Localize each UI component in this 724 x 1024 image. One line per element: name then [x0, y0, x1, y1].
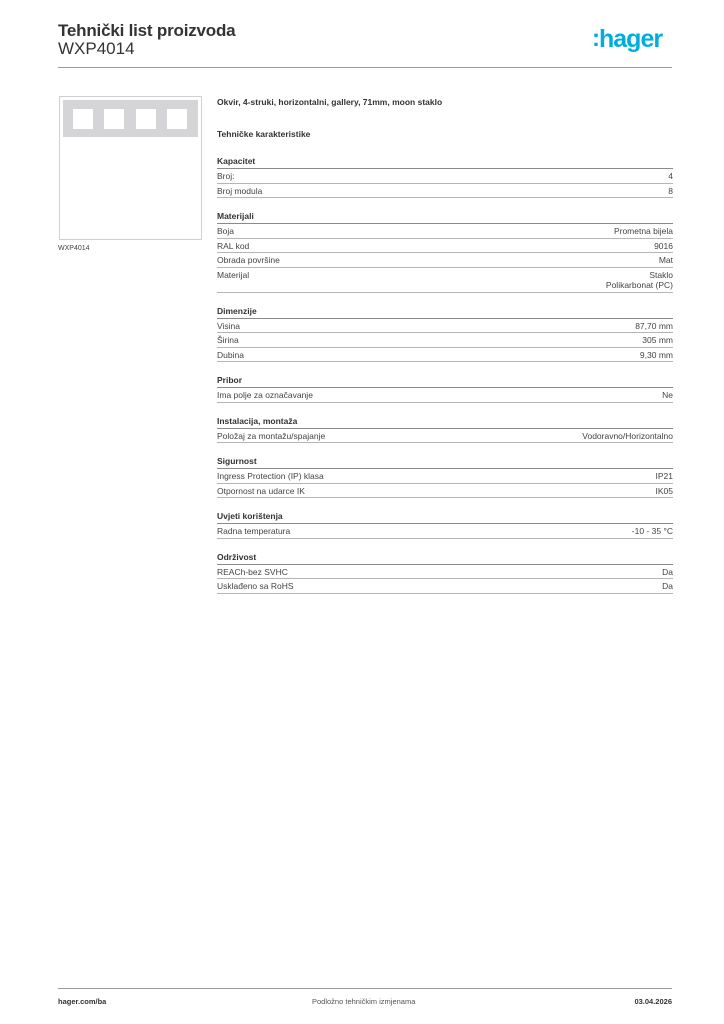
logo-text: hager [599, 25, 663, 53]
section-title: Kapacitet [217, 156, 673, 169]
spec-label: Ima polje za označavanje [217, 390, 313, 400]
product-image [59, 96, 202, 240]
logo-dots: : [592, 25, 599, 52]
spec-row [217, 333, 673, 348]
spec-row [217, 348, 673, 363]
spec-value-line: 87,70 mm [635, 320, 673, 331]
spec-value [614, 226, 673, 237]
spec-label: Radna temperatura [217, 526, 291, 536]
spec-value [606, 270, 673, 291]
spec-row [217, 224, 673, 239]
section-title: Instalacija, montaža [217, 416, 673, 429]
spec-row [217, 429, 673, 444]
spec-value-line: 4 [668, 171, 673, 181]
spec-value [656, 471, 674, 482]
section-title: Dimenzije [217, 306, 673, 319]
spec-value [656, 486, 674, 497]
spec-value-line: Mat [658, 255, 673, 265]
spec-value [662, 567, 673, 578]
spec-value-line: 8 [668, 185, 673, 196]
spec-content [217, 96, 673, 594]
frame-opening [104, 109, 124, 129]
spec-row [217, 268, 673, 293]
spec-value-line: IP21 [655, 471, 673, 481]
spec-value [632, 526, 673, 537]
spec-section [217, 306, 673, 363]
section-title: Materijali [217, 211, 673, 224]
product-description: Okvir, 4-struki, horizontalni, gallery, 71mm, moon staklo [217, 97, 443, 107]
spec-value [659, 255, 673, 266]
spec-label: RAL kod [217, 240, 250, 251]
spec-heading: Tehničke karakteristike [217, 129, 311, 139]
spec-value-line: Ne [662, 390, 673, 400]
spec-section [217, 416, 673, 444]
spec-label: Broj modula [217, 185, 263, 196]
spec-label: Obrada površine [217, 255, 280, 265]
spec-section [217, 552, 673, 594]
spec-value-line: Da [662, 581, 673, 591]
spec-label: Visina [217, 320, 240, 331]
spec-value-line: Prometna bijela [613, 226, 673, 236]
spec-value [582, 431, 673, 442]
spec-section [217, 211, 673, 293]
spec-row [217, 524, 673, 539]
spec-sections [217, 156, 673, 594]
frame-opening [73, 109, 93, 129]
spec-value [662, 390, 673, 401]
spec-row [217, 169, 673, 184]
spec-value-line: 9,30 mm [639, 349, 673, 360]
footer-note: Podložno tehničkim izmjenama [312, 997, 416, 1006]
spec-value-line: 305 mm [642, 335, 673, 345]
spec-row [217, 565, 673, 580]
header-divider [58, 67, 672, 68]
section-title: Sigurnost [217, 456, 673, 469]
spec-value-line: Staklo [649, 269, 673, 280]
spec-value-line: Vodoravno/Horizontalno [582, 430, 673, 441]
footer-website: hager.com/ba [58, 997, 107, 1006]
spec-value [662, 581, 673, 592]
spec-label: Usklađeno sa RoHS [217, 581, 294, 591]
spec-row [217, 388, 673, 403]
section-title: Održivost [217, 552, 673, 565]
spec-row [217, 184, 673, 199]
section-title: Pribor [217, 375, 673, 388]
frame-opening [167, 109, 187, 129]
footer-date: 03.04.2026 [634, 997, 672, 1006]
frame-illustration [63, 100, 198, 137]
spec-label: Broj: [217, 171, 235, 181]
spec-label: Dubina [217, 349, 244, 360]
hager-logo [592, 27, 662, 52]
spec-value [668, 171, 673, 182]
frame-opening [136, 109, 156, 129]
spec-label: REACh-bez SVHC [217, 566, 288, 577]
product-code: WXP4014 [58, 39, 135, 58]
spec-value [642, 335, 673, 346]
spec-row [217, 484, 673, 499]
spec-label: Otpornost na udarce IK [217, 485, 305, 496]
spec-row [217, 239, 673, 254]
footer-divider [58, 988, 672, 989]
image-caption: WXP4014 [58, 245, 90, 252]
spec-value-line: Da [662, 566, 673, 577]
spec-value [635, 321, 673, 332]
spec-label: Širina [217, 335, 239, 345]
spec-value-line: IK05 [655, 485, 673, 496]
spec-row [217, 579, 673, 594]
spec-section [217, 456, 673, 498]
spec-row [217, 469, 673, 484]
spec-value [640, 350, 673, 361]
spec-label: Materijal [217, 269, 250, 280]
spec-value-line: Polikarbonat (PC) [605, 280, 673, 290]
spec-value-line: -10 - 35 °C [631, 526, 673, 536]
spec-value [668, 186, 673, 197]
spec-label: Ingress Protection (IP) klasa [217, 471, 324, 481]
page-title: Tehnički list proizvoda [58, 21, 236, 40]
spec-label: Boja [217, 226, 235, 236]
spec-row [217, 253, 673, 268]
spec-value-line: 9016 [654, 240, 673, 251]
spec-label: Položaj za montažu/spajanje [217, 430, 326, 441]
spec-section [217, 156, 673, 198]
spec-row [217, 319, 673, 334]
spec-value [654, 241, 673, 252]
section-title: Uvjeti korištenja [217, 511, 673, 524]
spec-section [217, 511, 673, 539]
spec-section [217, 375, 673, 403]
